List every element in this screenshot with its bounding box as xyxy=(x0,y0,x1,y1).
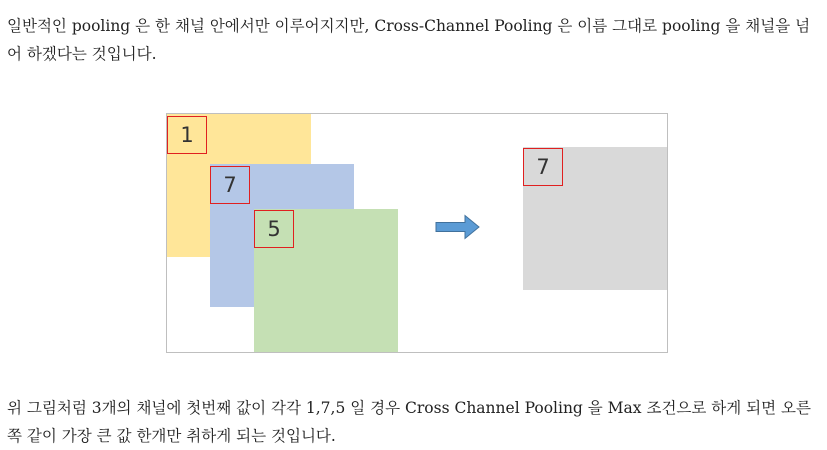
channel-1-first-value: 1 xyxy=(167,116,207,154)
cross-channel-pooling-figure xyxy=(166,113,668,353)
channel-3-first-value: 5 xyxy=(254,210,294,248)
channel-2-first-value: 7 xyxy=(210,166,250,204)
explanation-paragraph: 위 그림처럼 3개의 채널에 첫번째 값이 각각 1,7,5 일 경우 Cross Channel Pooling 을 Max 조건으로 하게 되면 오른쪽 같이 가장 큰 값 한개만 취하게 되는 것입니다. xyxy=(7,399,811,445)
pooled-result-value: 7 xyxy=(523,148,563,186)
right-arrow-icon xyxy=(435,214,481,240)
intro-paragraph: 일반적인 pooling 은 한 채널 안에서만 이루어지지만, Cross-Channel Pooling 은 이름 그대로 pooling 을 채널을 넘어 하겠다는 것입니다. xyxy=(7,17,811,63)
